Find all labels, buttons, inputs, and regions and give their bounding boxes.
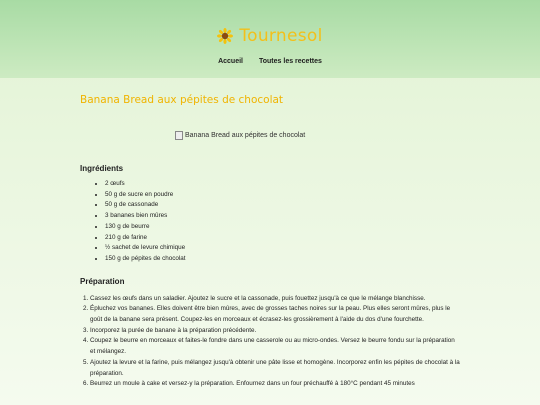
main-nav [0, 58, 540, 65]
preparation-step: 3. Incorporez la purée de banane à la préparation précédente. [90, 326, 460, 337]
recipe-image-alt-text: Banana Bread aux pépites de chocolat [185, 132, 306, 139]
recipe-title: Banana Bread aux pépites de chocolat [80, 94, 284, 106]
ingredient-item: • ½ sachet de levure chimique [105, 243, 460, 254]
ingredients-heading: Ingrédients [80, 164, 124, 173]
ingredient-item: • 50 g de sucre en poudre [105, 190, 460, 201]
ingredient-item: • 50 g de cassonade [105, 200, 460, 211]
preparation-step: 1. Cassez les œufs dans un saladier. Ajoutez le sucre et la cassonade, puis fouettez jusqu'à ce que le mélange blanchisse. [90, 294, 460, 305]
nav-link-accueil[interactable]: Accueil [218, 58, 243, 65]
brand[interactable] [0, 0, 540, 50]
ingredients-list [80, 179, 460, 265]
site-title: Tournesol [239, 26, 323, 46]
preparation-steps [80, 294, 460, 390]
preparation-step: 2. Épluchez vos bananes. Elles doivent être bien mûres, avec de grosses taches noires sur la peau. Plus elles seront mûres, plus le goût de la banane sera présent. Coupez-les en morceaux et écrasez-les grossièrement à l'aide du dos d'une fourchette. [90, 304, 460, 325]
ingredient-item: • 150 g de pépites de chocolat [105, 254, 460, 265]
nav-link-toutes-les-recettes[interactable]: Toutes les recettes [259, 58, 322, 65]
preparation-step: 4. Coupez le beurre en morceaux et faites-le fondre dans une casserole ou au micro-ondes. Versez le beurre fondu sur la préparation et mélangez. [90, 336, 460, 357]
preparation-heading: Préparation [80, 276, 125, 286]
ingredient-item: • 210 g de farine [105, 233, 460, 244]
preparation-step: 6. Beurrez un moule à cake et versez-y la préparation. Enfournez dans un four préchauffé à 180°C pendant 45 minutes [90, 379, 460, 390]
recipe-image [175, 131, 460, 140]
preparation-step: 5. Ajoutez la levure et la farine, puis mélangez jusqu'à obtenir une pâte lisse et homogène. Incorporez enfin les pépites de chocolat à la préparation. [90, 358, 460, 379]
site-header [0, 0, 540, 78]
sunflower-icon [217, 28, 233, 44]
broken-image-icon [175, 131, 183, 140]
ingredient-item: • 130 g de beurre [105, 222, 460, 233]
ingredient-item: • 2 œufs [105, 179, 460, 190]
ingredient-item: • 3 bananes bien mûres [105, 211, 460, 222]
recipe-content [0, 94, 540, 390]
